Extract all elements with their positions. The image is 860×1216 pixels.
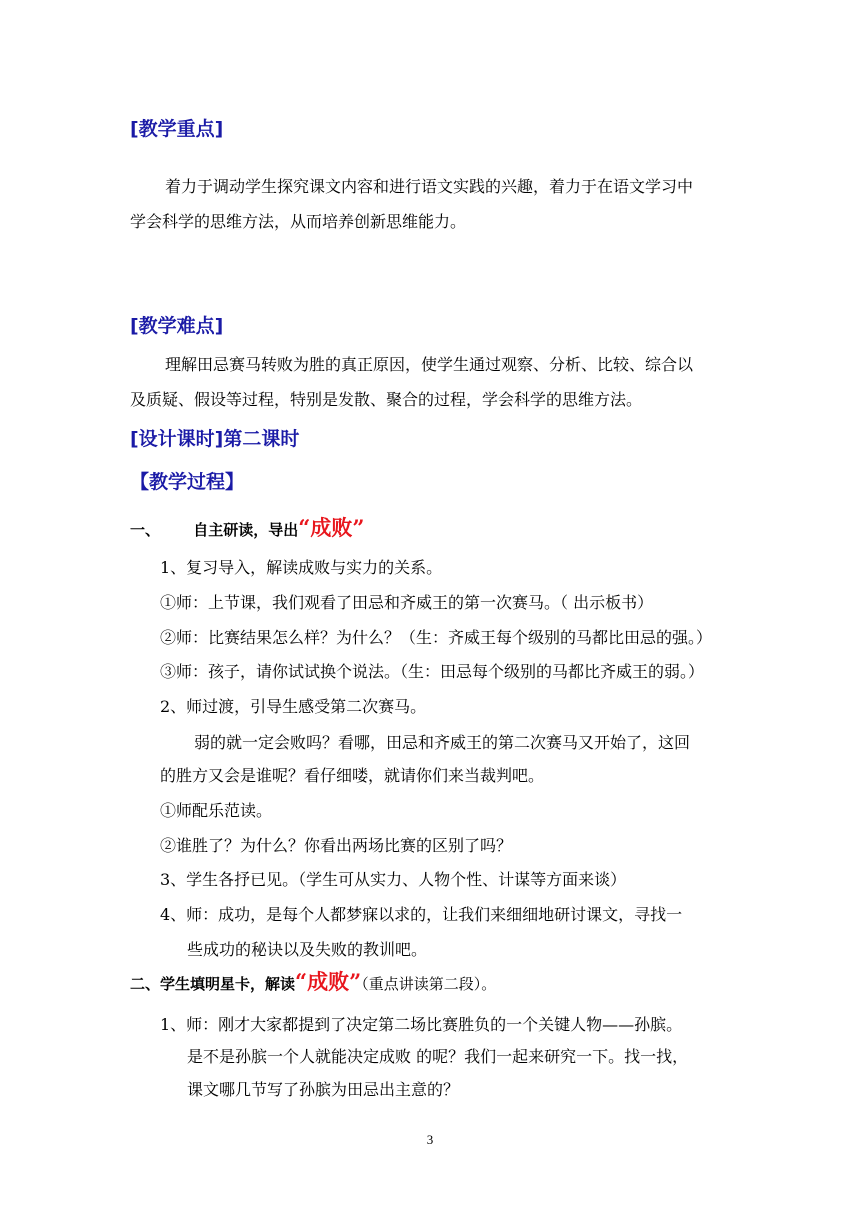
section1-line-1: 1、复习导入，解读成败与实力的关系。 (160, 558, 443, 577)
section2-line-3: 课文哪几节写了孙膑为田忌出主意的？ (187, 1080, 460, 1099)
section1-line-2: ①师：上节课，我们观看了田忌和齐威王的第一次赛马。（ 出示板书） (160, 593, 654, 612)
section1-title: 自主研读，导出 (193, 521, 299, 539)
focus-line-1: 着力于调动学生探究课文内容和进行语文实践的兴趣，着力于在语文学习中 (165, 177, 694, 196)
section2-accent: “成败” (295, 969, 362, 994)
section1-line-11: 4、师：成功，是每个人都梦寐以求的，让我们来细细地研讨课文，寻找一 (160, 905, 683, 924)
section2-title: 二、学生填明星卡，解读 (130, 975, 296, 993)
section1-line-4: ③师：孩子，请你试试换个说法。（生：田忌每个级别的马都比齐威王的弱。） (160, 662, 705, 681)
section2-line-1: 1、师：刚才大家都提到了决定第二场比赛胜负的一个关键人物——孙膑。 (160, 1015, 683, 1034)
section1-line-12: 些成功的秘诀以及失败的教训吧。 (187, 940, 428, 959)
difficulty-heading: [教学难点] (130, 315, 224, 337)
section1-line-6: 弱的就一定会败吗？看哪，田忌和齐威王的第二次赛马又开始了，这回 (194, 733, 691, 752)
section1-line-8: ①师配乐范读。 (160, 801, 273, 820)
page-number: 3 (426, 1132, 434, 1147)
section1-accent: “成败” (298, 515, 365, 540)
section1-line-3: ②师：比赛结果怎么样？为什么？（生：齐威王每个级别的马都比田忌的强。） (160, 628, 713, 647)
section2-note: （重点讲读第二段）。 (361, 975, 497, 993)
section2-line-2: 是不是孙膑一个人就能决定成败 的呢？我们一起来研究一下。找一找， (187, 1047, 689, 1066)
focus-line-2: 学会科学的思维方法，从而培养创新思维能力。 (130, 212, 467, 231)
section1-line-9: ②谁胜了？为什么？你看出两场比赛的区别了吗？ (160, 836, 513, 855)
section1-line-10: 3、学生各抒已见。（学生可从实力、人物个性、计谋等方面来谈） (160, 870, 627, 889)
process-heading: 【教学过程】 (130, 471, 245, 493)
section1-line-7: 的胜方又会是谁呢？看仔细喽，就请你们来当裁判吧。 (160, 766, 545, 785)
difficulty-line-1: 理解田忌赛马转败为胜的真正原因，使学生通过观察、分析、比较、综合以 (165, 355, 694, 374)
section2-heading (130, 970, 496, 996)
focus-heading: [教学重点] (130, 118, 224, 140)
section1-line-5: 2、师过渡，引导生感受第二次赛马。 (160, 697, 427, 716)
period-heading: [设计课时]第二课时 (130, 428, 300, 450)
section1-heading (130, 516, 364, 542)
section1-number: 一、 (130, 521, 161, 539)
difficulty-line-2: 及质疑、假设等过程，特别是发散、聚合的过程，学会科学的思维方法。 (130, 390, 643, 409)
